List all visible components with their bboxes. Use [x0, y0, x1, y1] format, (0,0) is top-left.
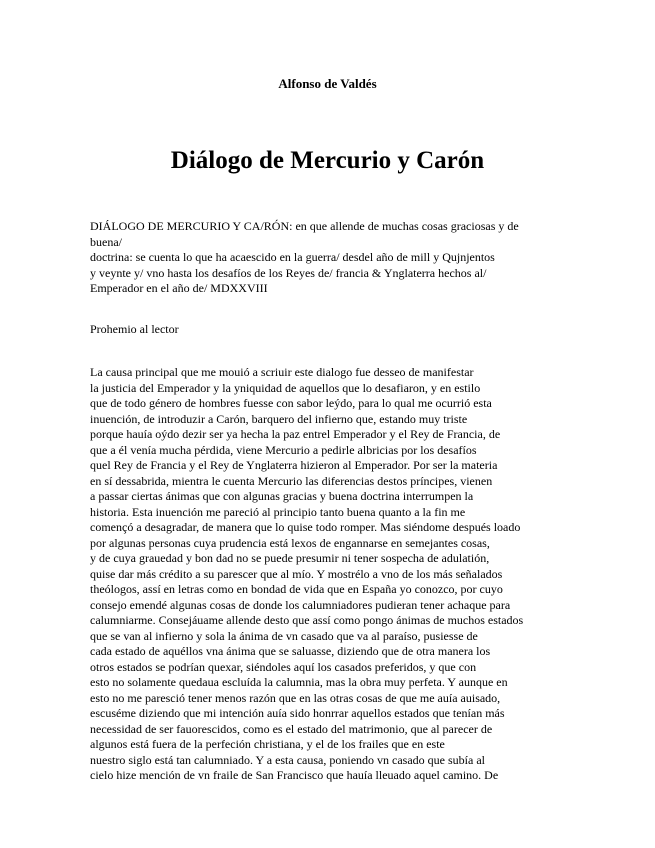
body-paragraph	[90, 365, 580, 784]
intro-line: DIÁLOGO DE MERCURIO Y CA/RÓN: en que allende de muchas cosas graciosas y de	[90, 219, 519, 233]
body-line: esto no me paresció tener menos razón que en las otras cosas de que me auía auisado,	[90, 690, 501, 705]
body-line: nuestro siglo está tan calumniado. Y a esta causa, poniendo vn casado que subía al	[90, 752, 485, 767]
body-line: quise dar más crédito a su parescer que al mío. Y mostrélo a vno de los más señalados	[90, 566, 503, 581]
body-line: historia. Esta inuención me pareció al principio tanto buena quanto a la fin me	[90, 504, 466, 519]
body-line: inuención, de introduzir a Carón, barquero del infierno que, estando muy triste	[90, 411, 468, 426]
body-line: que de todo género de hombres fuesse con sabor leýdo, para lo qual me ocurrió esta	[90, 396, 492, 410]
body-line: theólogos, assí en letras como en bondad de vida que en España yo conozco, por cuyo	[90, 582, 503, 596]
body-line: calumniarme. Consejáuame allende desto que assí como pongo ánimas de muchos estados	[90, 613, 524, 627]
body-line: otros estados se podrían quexar, siéndoles aquí los casados preferidos, y que con	[90, 659, 477, 674]
intro-line: y veynte y/ vno hasta los desafíos de los Reyes de/ francia & Ynglaterra hechos al/	[90, 265, 487, 280]
body-line: La causa principal que me mouió a scriuir este dialogo fue desseo de manifestar	[90, 365, 474, 379]
body-line: necessidad de ser fauorescidos, como es el estado del matrimonio, que al parecer de	[90, 721, 493, 736]
body-line: y de cuya grauedad y bon dad no se puede presumir ni tener sospecha de adulatión,	[90, 551, 490, 565]
body-line: la justicia del Emperador y la yniquidad de aquellos que lo desafiaron, y en estilo	[90, 380, 481, 395]
body-line: que se van al infierno y sola la ánima de vn casado que va al paraíso, pusiesse de	[90, 628, 478, 643]
body-line: escuséme diziendo que mi intención auía sido honrrar aquellos estados que tenían más	[90, 706, 505, 720]
body-line: quel Rey de Francia y el Rey de Ynglaterra hizieron al Emperador. Por ser la materia	[90, 458, 498, 472]
section-heading: Prohemio al lector	[90, 322, 179, 336]
intro-paragraph	[90, 219, 580, 297]
body-line: algunos está fuera de la perfeción christiana, y el de los frailes que en este	[90, 737, 445, 751]
body-line: porque hauía oýdo dezir ser ya hecha la paz entrel Emperador y el Rey de Francia, de	[90, 427, 501, 441]
intro-line: buena/	[90, 234, 122, 249]
author-name: Alfonso de Valdés	[278, 76, 377, 91]
intro-line: Emperador en el año de/ MDXXVIII	[90, 281, 268, 295]
body-line: consejo emendé algunas cosas de donde los calumniadores pudieran tener achaque para	[90, 597, 511, 612]
body-line: en sí dessabrida, mientra le cuenta Mercurio las diferencias destos príncipes, vienen	[90, 473, 493, 488]
body-line: esto no solamente quedaua escluída la calumnia, mas la obra muy perfeta. Y aunque en	[90, 675, 508, 689]
body-line: que a él venía mucha pérdida, viene Mercurio a pedirle albricias por los desafíos	[90, 442, 477, 457]
body-line: a passar ciertas ánimas que con algunas gracias y buena doctrina interrumpen la	[90, 489, 474, 503]
body-line: cada estado de aquéllos vna ánima que se saluasse, diziendo que de otra manera los	[90, 644, 491, 658]
body-line: cielo hize mención de vn fraile de San Francisco que hauía lleuado aquel camino. De	[90, 768, 499, 782]
body-line: por algunas personas cuya prudencia está lexos de engannarse en semejantes cosas,	[90, 535, 490, 550]
intro-line: doctrina: se cuenta lo que ha acaescido en la guerra/ desdel año de mill y Qujnjentos	[90, 250, 495, 264]
document-title: Diálogo de Mercurio y Carón	[170, 147, 485, 174]
body-line: començó a desagradar, de manera que lo quise todo romper. Mas siéndome después loado	[90, 520, 521, 534]
